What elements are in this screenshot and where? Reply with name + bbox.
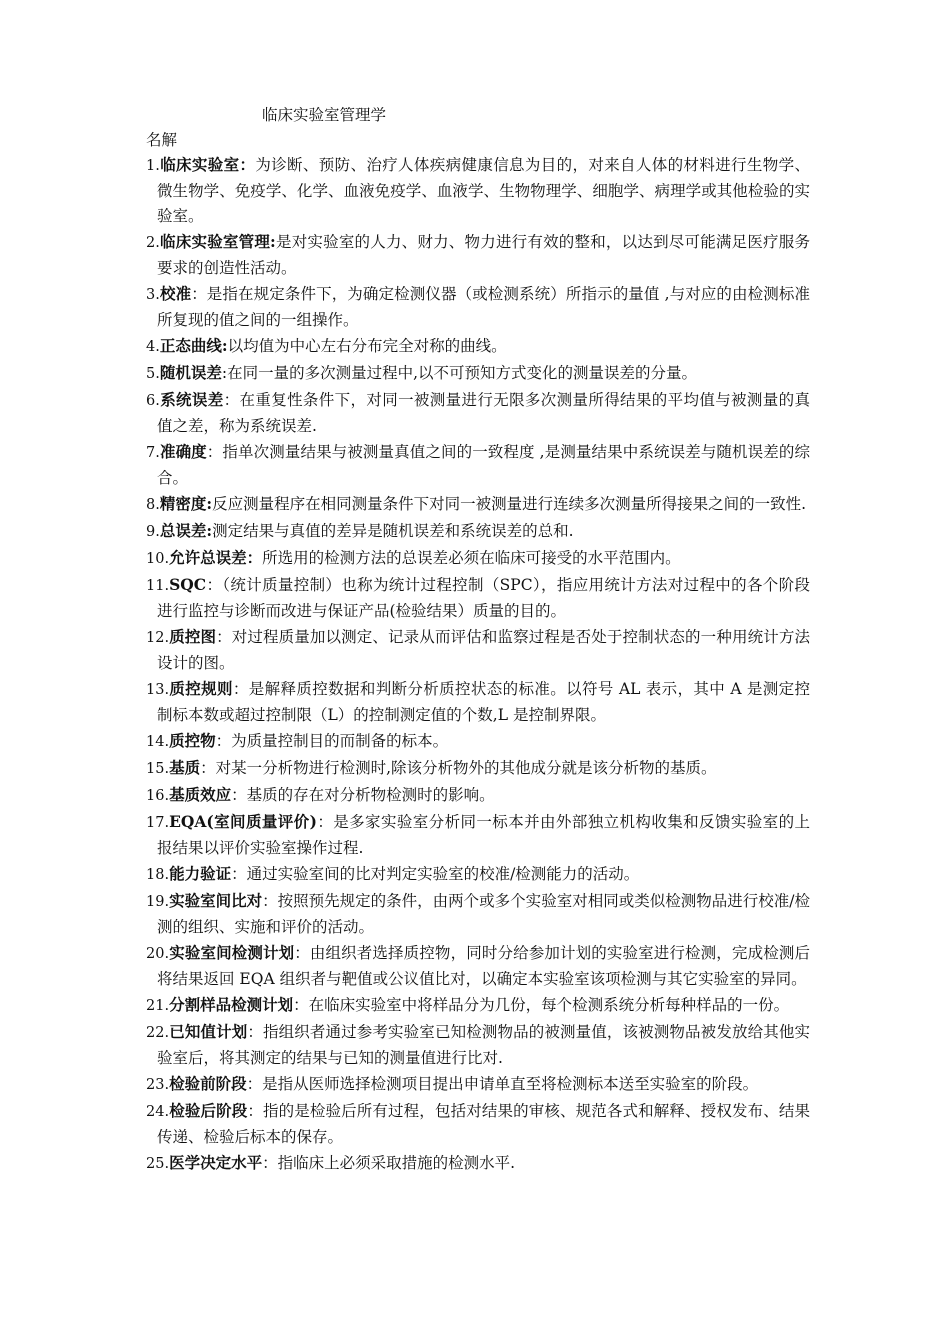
definition-entry: [146, 940, 810, 992]
entry-definition: ：是解释质控数据和判断分析质控状态的标准。以符号 AL 表示，其中 A 是测定控制标本数或超过控制限（L）的控制测定值的个数,L 是控制界限。: [157, 680, 810, 724]
entry-number: 10.: [146, 551, 170, 567]
definition-entry: [146, 1019, 810, 1071]
entry-number: 9.: [146, 524, 160, 540]
entry-term: 医学决定水平: [169, 1153, 263, 1172]
section-heading: 名解: [146, 131, 178, 149]
entry-definition: ：按照预先规定的条件，由两个或多个实验室对相同或类似检测物品进行校准/检测的组织、实施和评价的活动。: [157, 892, 810, 936]
definition-entry: [146, 152, 810, 229]
entry-term: 随机误差: [159, 363, 222, 382]
definition-entry: [146, 888, 810, 940]
entry-definition: 测定结果与真值的差异是随机误差和系统误差的总和.: [212, 522, 574, 540]
entry-definition: ：指单次测量结果与被测量真值之间的一致程度 ,是测量结果中系统误差与随机误差的综合。: [157, 443, 810, 487]
entry-number: 17.: [146, 815, 170, 831]
entry-number: 6.: [146, 393, 160, 409]
definition-entry: [146, 1071, 810, 1098]
definition-entry: [146, 992, 810, 1019]
entry-definition: ：基质的存在对分析物检测时的影响。: [231, 786, 495, 804]
entry-number: 22.: [146, 1025, 170, 1041]
entry-definition: ：在重复性条件下，对同一被测量进行无限多次测量所得结果的平均值与被测量的真值之差，称为系统误差.: [157, 391, 810, 435]
entry-definition: 以均值为中心左右分布完全对称的曲线。: [227, 337, 507, 355]
document-title: 临床实验室管理学: [262, 106, 387, 124]
definition-entry: [146, 728, 810, 755]
entry-term: 已知值计划: [169, 1022, 248, 1041]
entry-term: 质控物: [169, 731, 216, 750]
definition-entry: [146, 809, 810, 861]
entry-term: 临床实验室管理:: [159, 232, 276, 251]
entry-number: 12.: [146, 630, 170, 646]
entry-number: 19.: [146, 894, 170, 910]
entry-definition: ：对某一分析物进行检测时,除该分析物外的其他成分就是该分析物的基质。: [200, 759, 717, 777]
entry-term: 质控图: [169, 627, 217, 646]
entry-number: 18.: [146, 867, 170, 883]
entry-number: 15.: [146, 761, 170, 777]
entry-number: 11.: [146, 578, 170, 594]
entry-definition: ：指临床上必须采取措施的检测水平.: [262, 1154, 516, 1172]
entry-term: 能力验证: [169, 864, 232, 883]
entry-term: 检验后阶段: [169, 1101, 248, 1120]
entry-term: 基质: [169, 758, 201, 777]
entry-term: 允许总误差：: [169, 548, 263, 567]
entry-term: 实验室间比对: [169, 891, 263, 910]
definition-entry: [146, 782, 810, 809]
entry-number: 4.: [146, 339, 160, 355]
entry-definition: 所选用的检测方法的总误差必须在临床可接受的水平范围内。: [262, 549, 681, 567]
definition-entry: [146, 387, 810, 439]
definition-entry: [146, 1150, 810, 1177]
definition-entry: [146, 518, 810, 545]
definition-entry: [146, 229, 810, 281]
definition-entry: [146, 281, 810, 333]
entry-definition: ：是多家实验室分析同一标本并由外部独立机构收集和反馈实验室的上报结果以评价实验室操作过程.: [157, 813, 810, 857]
entry-definition: ：通过实验室间的比对判定实验室的校准/检测能力的活动。: [231, 865, 640, 883]
definition-entry: [146, 861, 810, 888]
definition-entry: [146, 545, 810, 572]
entry-term: 正态曲线:: [159, 336, 228, 355]
entry-number: 14.: [146, 734, 170, 750]
entry-number: 3.: [146, 287, 160, 303]
entry-definition: ：对过程质量加以测定、记录从而评估和监察过程是否处于控制状态的一种用统计方法设计的图。: [157, 628, 810, 672]
definition-entry: [146, 624, 810, 676]
entry-term: 总误差:: [159, 521, 213, 540]
entry-definition: :在同一量的多次测量过程中,以不可预知方式变化的测量误差的分量。: [221, 364, 698, 382]
entry-number: 13.: [146, 682, 170, 698]
definition-list: [146, 152, 810, 1177]
definition-entry: [146, 676, 810, 728]
entry-term: 校准: [159, 284, 192, 303]
entry-number: 25.: [146, 1156, 170, 1172]
entry-definition: ：是指从医师选择检测项目提出申请单直至将检测标本送至实验室的阶段。: [246, 1075, 759, 1093]
entry-definition: ：指的是检验后所有过程，包括对结果的审核、规范各式和解释、授权发布、结果传递、检验后标本的保存。: [157, 1102, 810, 1146]
entry-term: 分割样品检测计划: [169, 995, 294, 1014]
entry-term: 实验室间检测计划: [169, 943, 295, 962]
entry-definition: 是对实验室的人力、财力、物力进行有效的整和，以达到尽可能满足医疗服务要求的创造性活动。: [157, 233, 810, 277]
entry-definition: 反应测量程序在相同测量条件下对同一被测量进行连续多次测量所得接果之间的一致性.: [212, 495, 807, 513]
entry-number: 7.: [146, 445, 160, 461]
entry-definition: 为诊断、预防、治疗人体疾病健康信息为目的，对来自人体的材料进行生物学、微生物学、免疫学、化学、血液免疫学、血液学、生物物理学、细胞学、病理学或其他检验的实验室。: [157, 156, 810, 225]
entry-number: 23.: [146, 1077, 170, 1093]
entry-number: 1.: [146, 158, 160, 174]
entry-term: 质控规则: [169, 679, 233, 698]
definition-entry: [146, 360, 810, 387]
entry-term: 临床实验室：: [159, 155, 256, 174]
definition-entry: [146, 755, 810, 782]
entry-term: 检验前阶段: [169, 1074, 247, 1093]
entry-number: 24.: [146, 1104, 170, 1120]
definition-entry: [146, 439, 810, 491]
entry-number: 8.: [146, 497, 160, 513]
entry-definition: ：是指在规定条件下，为确定检测仪器（或检测系统）所指示的量值 ,与对应的由检测标准所复现的值之间的一组操作。: [157, 285, 810, 329]
definition-entry: [146, 1098, 810, 1150]
entry-definition: ：由组织者选择质控物，同时分给参加计划的实验室进行检测，完成检测后将结果返回 EQA 组织者与靶值或公议值比对，以确定本实验室该项检测与其它实验室的异同。: [157, 944, 810, 988]
entry-term: 准确度: [159, 442, 207, 461]
entry-number: 5.: [146, 366, 160, 382]
entry-number: 16.: [146, 788, 170, 804]
entry-number: 2.: [146, 235, 160, 251]
entry-definition: ：指组织者通过参考实验室已知检测物品的被测量值，该被测物品被发放给其他实验室后，将其测定的结果与已知的测量值进行比对.: [157, 1023, 810, 1067]
definition-entry: [146, 333, 810, 360]
entry-number: 20.: [146, 946, 170, 962]
entry-term: SQC: [169, 575, 207, 594]
entry-term: 基质效应: [169, 785, 232, 804]
definition-entry: [146, 491, 810, 518]
definition-entry: [146, 572, 810, 624]
entry-definition: ：在临床实验室中将样品分为几份，每个检测系统分析每种样品的一份。: [293, 996, 790, 1014]
entry-definition: ：（统计质量控制）也称为统计过程控制（SPC），指应用统计方法对过程中的各个阶段进行监控与诊断而改进与保证产品(检验结果）质量的目的。: [157, 576, 810, 620]
entry-term: EQA(室间质量评价): [169, 812, 317, 831]
entry-definition: ：为质量控制目的而制备的标本。: [215, 732, 449, 750]
entry-number: 21.: [146, 998, 170, 1014]
entry-term: 精密度:: [159, 494, 213, 513]
entry-term: 系统误差: [159, 390, 224, 409]
